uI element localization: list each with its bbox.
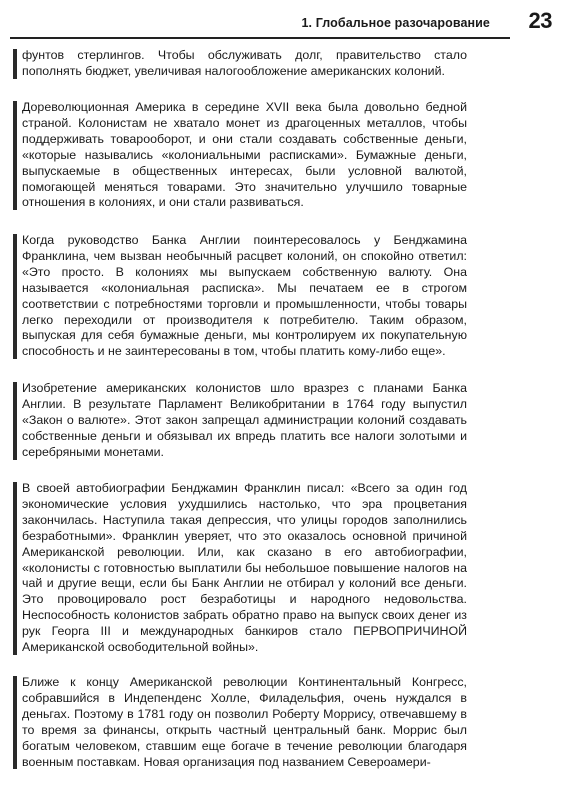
paragraph-block <box>22 48 467 80</box>
paragraph-text: Когда руководство Банка Англии поинтересовалось у Бенджамина Франклина, чем вызван необычный расцвет колоний, он спокойно ответил: «Это просто. В колониях мы выпускаем собственную валюту. Она называется «колониальная расписка». Мы печатаем ее в строгом соответствии с потребностями торговли и промышленности, чтобы товары легко переходили от производителя к потребителю. Таким образом, выпуская для себя бумажные деньги, мы контролируем их покупательную способность и не заинтересованы в том, чтобы платить кому-либо еще». <box>22 233 467 359</box>
paragraph-text: Ближе к концу Американской революции Континентальный Конгресс, собравшийся в Индепенденс Холле, Филадельфия, очень нуждался в деньгах. Поэтому в 1781 году он позволил Роберту Моррису, отвечавшему в то время за финансы, открыть частный центральный банк. Моррис был богатым человеком, ставшим еще богаче в течение революции благодаря военным поставкам. Новая организация под названием Североамери- <box>22 675 467 769</box>
paragraph-text: В своей автобиографии Бенджамин Франклин писал: «Всего за один год экономические условия ухудшились настолько, что эра процветания закончилась. Наступила такая депрессия, что улицы городов заполнились безработными». Франклин уверяет, что это оказалось основной причиной Американской революции. Или, как сказано в его автобиографии, «колонисты с готовностью выплатили бы небольшое повышение налогов на чай и другие вещи, если бы Банк Англии не отбирал у колоний все деньги. Это провоцировало рост безработицы и народного недовольства. Неспособность колонистов забрать обратно право на выпуск своих денег из рук Георга III и международных банкиров стало ПЕРВОПРИЧИНОЙ Американской освободительной войны». <box>22 481 467 655</box>
paragraph-block <box>22 381 467 461</box>
paragraph-text: Дореволюционная Америка в середине XVII века была довольно бедной страной. Колонистам не хватало монет из драгоценных металлов, чтобы поддерживать товарооборот, и они стали создавать собственные деньги, «которые назывались «колониальными расписками». Бумажные деньги, выпускаемые в общественных интересах, были условной валютой, помогающей меняться товарами. Это значительно улучшило товарные отношения в колониях, и они стали развиваться. <box>22 100 467 210</box>
paragraph-block <box>22 233 467 360</box>
header-rule <box>10 37 510 39</box>
page-number: 23 <box>528 8 552 33</box>
paragraph-block <box>22 481 467 656</box>
running-title: 1. Глобальное разочарование <box>301 16 490 30</box>
page-header <box>0 6 580 40</box>
paragraph-block <box>22 675 467 770</box>
paragraph-block <box>22 100 467 211</box>
paragraph-text: Изобретение американских колонистов шло вразрез с планами Банка Англии. В результате Парламент Великобритании в 1764 году выпустил «Закон о валюте». Этот закон запрещал администрации колоний создавать собственные деньги и обязывал их впредь платить все налоги золотыми и серебряными монетами. <box>22 381 467 459</box>
paragraph-text: фунтов стерлингов. Чтобы обслуживать долг, правительство стало пополнять бюджет, увеличивая налогообложение американских колоний. <box>22 48 467 78</box>
